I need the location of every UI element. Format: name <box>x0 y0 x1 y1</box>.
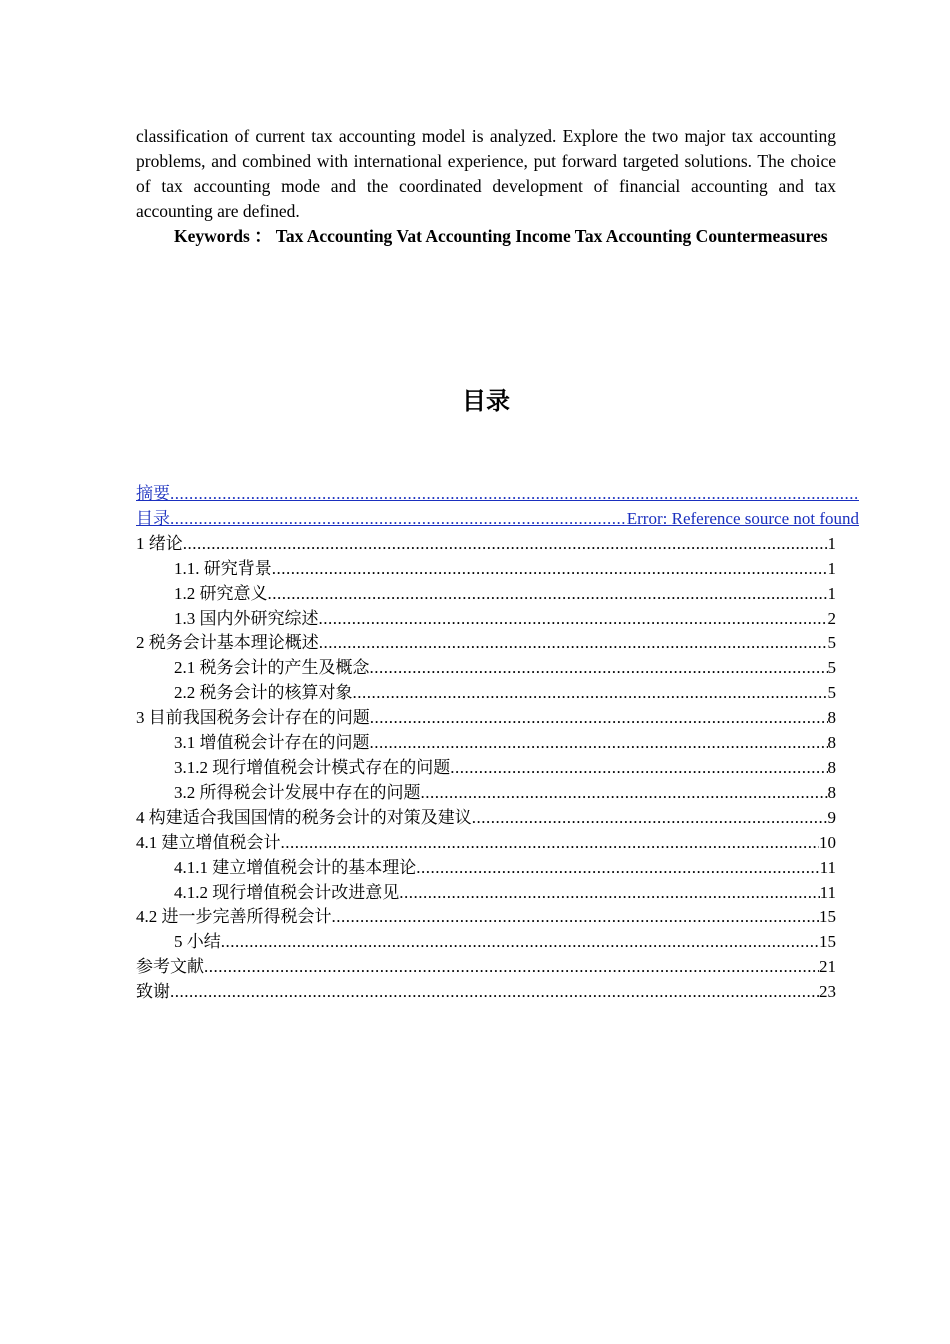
toc-entry[interactable] <box>136 681 836 706</box>
toc-entry[interactable] <box>136 831 836 856</box>
toc-entry-label: 4 构建适合我国国情的税务会计的对策及建议 <box>136 807 472 827</box>
toc-entry-page: 5 <box>827 683 836 703</box>
toc-leader-dots <box>416 856 819 881</box>
toc-entry-label: 3.2 所得税会计发展中存在的问题 <box>174 782 421 802</box>
toc-entry-label: 致谢 <box>136 982 170 1002</box>
toc-entry[interactable] <box>136 980 836 1005</box>
toc-leader-dots <box>450 756 827 781</box>
toc-entry-page: 9 <box>827 807 836 827</box>
toc-entry[interactable] <box>136 631 836 656</box>
toc-entry-label: 5 小结 <box>174 932 221 952</box>
toc-leader-dots <box>170 482 859 507</box>
toc-entry-page: 5 <box>827 633 836 653</box>
toc-entry-label: 2.1 税务会计的产生及概念 <box>174 658 370 678</box>
toc-entry-page: 21 <box>819 957 836 977</box>
toc-entry[interactable] <box>136 781 836 806</box>
toc-entry-label: 1 绪论 <box>136 533 183 553</box>
toc-entry[interactable] <box>136 881 836 906</box>
toc-leader-dots <box>319 607 828 632</box>
toc-entry[interactable] <box>136 856 836 881</box>
toc-entry[interactable] <box>136 706 836 731</box>
toc-entry-label: 3.1 增值税会计存在的问题 <box>174 733 370 753</box>
toc-entry-page: 8 <box>827 733 836 753</box>
toc-entry[interactable] <box>136 756 836 781</box>
toc-leader-dots <box>472 806 828 831</box>
toc-entry[interactable] <box>136 930 836 955</box>
toc-entry-label: 4.1 建立增值税会计 <box>136 832 281 852</box>
toc-entry-page: 8 <box>827 757 836 777</box>
toc-entry-label: 4.1.2 现行增值税会计改进意见 <box>174 882 400 902</box>
toc-entry[interactable] <box>136 607 836 632</box>
toc-leader-dots <box>370 656 828 681</box>
toc-entry-label: 参考文献 <box>136 957 204 977</box>
toc-leader-dots <box>268 582 828 607</box>
toc-entry-label: 摘要 <box>136 484 170 503</box>
toc-entry[interactable] <box>136 731 836 756</box>
toc-leader-dots <box>281 831 820 856</box>
toc-leader-dots <box>370 706 828 731</box>
toc-entry[interactable] <box>136 656 836 681</box>
toc-entry[interactable] <box>136 806 836 831</box>
toc-entry-page: 8 <box>827 708 836 728</box>
toc-entry-page: 11 <box>819 882 836 902</box>
toc-leader-dots <box>221 930 819 955</box>
toc-entry[interactable] <box>136 532 836 557</box>
toc-entry-page: 15 <box>819 932 836 952</box>
toc-leader-dots <box>353 681 828 706</box>
toc-leader-dots <box>421 781 828 806</box>
toc-entry-page: 8 <box>827 782 836 802</box>
toc-entry-page: 15 <box>819 907 836 927</box>
toc-heading: 目录 <box>462 389 510 415</box>
toc-entry-abstract[interactable] <box>136 482 859 507</box>
toc-entry-page: 23 <box>819 982 836 1002</box>
table-of-contents <box>136 482 859 1005</box>
toc-entry[interactable] <box>136 582 836 607</box>
toc-entry-label: 1.3 国内外研究综述 <box>174 608 319 628</box>
toc-entry-page: 11 <box>819 857 836 877</box>
toc-entry[interactable] <box>136 905 836 930</box>
toc-leader-dots <box>319 631 828 656</box>
toc-entry-page: 1 <box>827 583 836 603</box>
toc-entry-label: 3 目前我国税务会计存在的问题 <box>136 708 370 728</box>
toc-leader-dots <box>272 557 828 582</box>
toc-entry-label: 3.1.2 现行增值税会计模式存在的问题 <box>174 757 451 777</box>
toc-leader-dots <box>332 905 820 930</box>
toc-leader-dots <box>204 955 819 980</box>
keywords-line: Keywords ： Tax Accounting Vat Accounting Income Tax Accounting Countermeasures <box>174 226 828 246</box>
toc-leader-dots <box>399 881 819 906</box>
toc-entry-label: 目录 <box>136 508 170 528</box>
toc-entry-contents[interactable] <box>136 507 859 532</box>
toc-entry-page: 1 <box>827 558 836 578</box>
toc-entry-page: Error: Reference source not found <box>626 508 859 528</box>
toc-entry[interactable] <box>136 557 836 582</box>
toc-leader-dots <box>183 532 828 557</box>
toc-entry-label: 1.1. 研究背景 <box>174 558 272 578</box>
toc-entry-label: 2 税务会计基本理论概述 <box>136 633 319 653</box>
toc-entry-page: 2 <box>827 608 836 628</box>
toc-entry-page: 5 <box>827 658 836 678</box>
document-page <box>136 124 859 1002</box>
toc-entry-page: 10 <box>819 832 836 852</box>
toc-leader-dots <box>170 980 819 1005</box>
toc-leader-dots <box>170 507 627 532</box>
toc-entry-label: 4.1.1 建立增值税会计的基本理论 <box>174 857 417 877</box>
abstract-paragraph: classification of current tax accounting model is analyzed. Explore the two major tax accounting problems, and combined with international experience, put forward targeted solutions. The choice of tax accounting mode and the coordinated development of financial accounting and tax accounting are defined. <box>136 126 836 221</box>
toc-entry-label: 1.2 研究意义 <box>174 583 268 603</box>
toc-entry-page: 1 <box>827 533 836 553</box>
toc-leader-dots <box>370 731 828 756</box>
toc-entry-label: 2.2 税务会计的核算对象 <box>174 683 353 703</box>
toc-entry-label: 4.2 进一步完善所得税会计 <box>136 907 332 927</box>
toc-entry[interactable] <box>136 955 836 980</box>
